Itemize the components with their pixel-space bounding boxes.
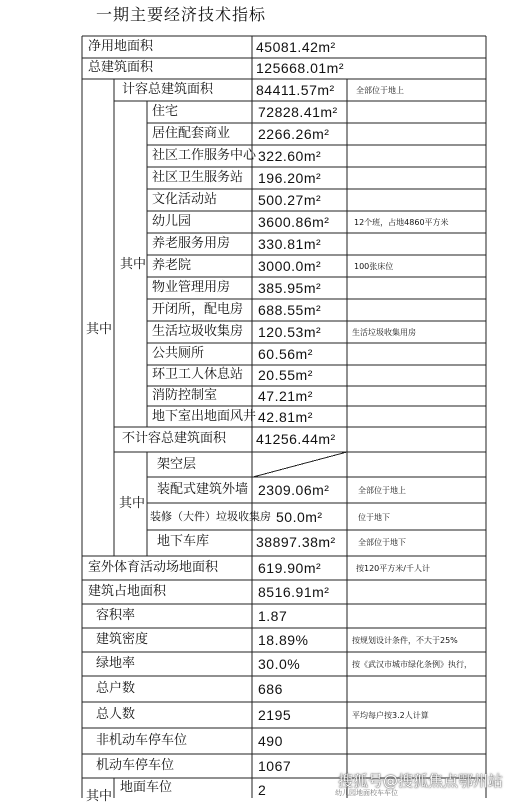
non-far-item-label: 装配式建筑外墙 (157, 482, 249, 497)
net-land-area-value: 45081.42m² (256, 39, 336, 55)
indicator-value: 1067 (258, 758, 292, 774)
indicator-note: 按120平方米/千人计 (356, 564, 430, 573)
far-item-label: 居住配套商业 (152, 126, 231, 141)
far-gfa-value: 84411.57m² (256, 82, 335, 98)
indicator-value: 2195 (258, 707, 292, 723)
indicator-value: 686 (258, 681, 283, 697)
non-far-gfa-value: 41256.44m² (256, 431, 336, 447)
far-item-label: 幼儿园 (152, 214, 192, 229)
indicator-value: 8516.91m² (258, 584, 330, 600)
far-item-label: 住宅 (152, 104, 179, 119)
indicator-note: 按规划设计条件，不大于25% (352, 636, 458, 645)
non-far-item-label: 架空层 (157, 457, 197, 472)
indicator-label: 总户数 (96, 681, 136, 696)
far-item-value: 47.21m² (258, 388, 313, 404)
non-far-item-note: 全部位于地上 (358, 486, 406, 495)
non-far-gfa-label: 不计容总建筑面积 (122, 431, 227, 446)
non-far-item-label: 装修（大件）垃圾收集房 (150, 510, 271, 523)
indicator-label: 建筑占地面积 (88, 584, 167, 599)
indicator-value: 18.89% (258, 632, 309, 648)
indicator-label: 非机动车停车位 (96, 733, 188, 748)
far-item-value: 20.55m² (258, 367, 313, 383)
far-item-value: 60.56m² (258, 346, 313, 362)
non-far-item-note: 全部位于地下 (358, 538, 406, 547)
non-far-item-value: 38897.38m² (256, 534, 336, 550)
indicator-label: 总人数 (96, 707, 136, 722)
indicator-label: 室外体育活动场地面积 (88, 560, 219, 575)
far-gfa-label: 计容总建筑面积 (122, 82, 214, 97)
far-item-value: 3000.0m² (258, 258, 322, 274)
indicator-value: 619.90m² (258, 560, 322, 576)
far-item-value: 42.81m² (258, 409, 313, 425)
net-land-area-label: 净用地面积 (88, 39, 154, 54)
far-item-value: 385.95m² (258, 280, 322, 296)
indicator-value: 30.0% (258, 656, 301, 672)
far-gfa-note: 全部位于地上 (356, 86, 404, 95)
indicator-label: 建筑密度 (96, 632, 149, 647)
far-group-label: 其中 (120, 257, 147, 272)
far-item-value: 322.60m² (258, 148, 322, 164)
far-item-value: 2266.26m² (258, 126, 330, 142)
far-item-label: 公共厕所 (152, 346, 205, 361)
indicator-label: 机动车停车位 (96, 758, 175, 773)
total-gfa-label: 总建筑面积 (88, 60, 154, 75)
far-item-value: 688.55m² (258, 302, 322, 318)
far-item-value: 120.53m² (258, 324, 322, 340)
surface-parking-label: 地面车位 (120, 780, 173, 795)
far-item-note: 100张床位 (354, 262, 394, 271)
total-gfa-value: 125668.01m² (256, 60, 345, 76)
far-item-label: 环卫工人休息站 (152, 367, 244, 382)
indicator-value: 490 (258, 733, 283, 749)
far-item-label: 生活垃圾收集房 (152, 324, 244, 339)
indicator-value: 1.87 (258, 608, 288, 624)
far-item-value: 196.20m² (258, 170, 322, 186)
far-item-note: 生活垃圾收集用房 (352, 328, 416, 337)
non-far-item-note: 位于地下 (358, 513, 390, 522)
far-item-label: 社区工作服务中心 (152, 148, 257, 163)
non-far-item-value: 50.0m² (276, 509, 323, 525)
far-item-note: 12个班，占地4860平方米 (354, 218, 449, 227)
parking-group-label: 其中 (86, 789, 113, 804)
indicator-label: 绿地率 (96, 656, 136, 671)
far-item-label: 养老服务用房 (152, 236, 231, 251)
indicator-note: 按《武汉市城市绿化条例》执行， (352, 660, 472, 669)
non-far-item-label: 地下车库 (157, 534, 210, 549)
far-item-label: 社区卫生服务站 (152, 170, 244, 185)
far-item-label: 文化活动站 (152, 192, 218, 207)
watermark: 搜狐号@搜狐焦点鄂州站 (338, 772, 504, 790)
far-item-label: 消防控制室 (152, 388, 218, 403)
far-item-value: 330.81m² (258, 236, 322, 252)
far-item-label: 地下室出地面风井 (152, 409, 257, 424)
far-item-label: 养老院 (152, 258, 192, 273)
indicator-note: 平均每户按3.2人计算 (352, 711, 429, 720)
far-item-value: 3600.86m² (258, 214, 330, 230)
surface-parking-note: 幼儿园地面校车车位 (335, 789, 398, 797)
page-title: 一期主要经济技术指标 (96, 5, 267, 24)
far-item-label: 开闭所，配电房 (152, 302, 244, 317)
indicator-label: 容积率 (96, 608, 136, 623)
non-far-group-label: 其中 (119, 496, 146, 511)
far-item-label: 物业管理用房 (152, 280, 231, 295)
non-far-item-value: 2309.06m² (258, 482, 330, 498)
surface-parking-value: 2 (258, 782, 267, 798)
outer-group-label: 其中 (86, 322, 113, 337)
far-item-value: 72828.41m² (258, 104, 338, 120)
far-item-value: 500.27m² (258, 192, 322, 208)
